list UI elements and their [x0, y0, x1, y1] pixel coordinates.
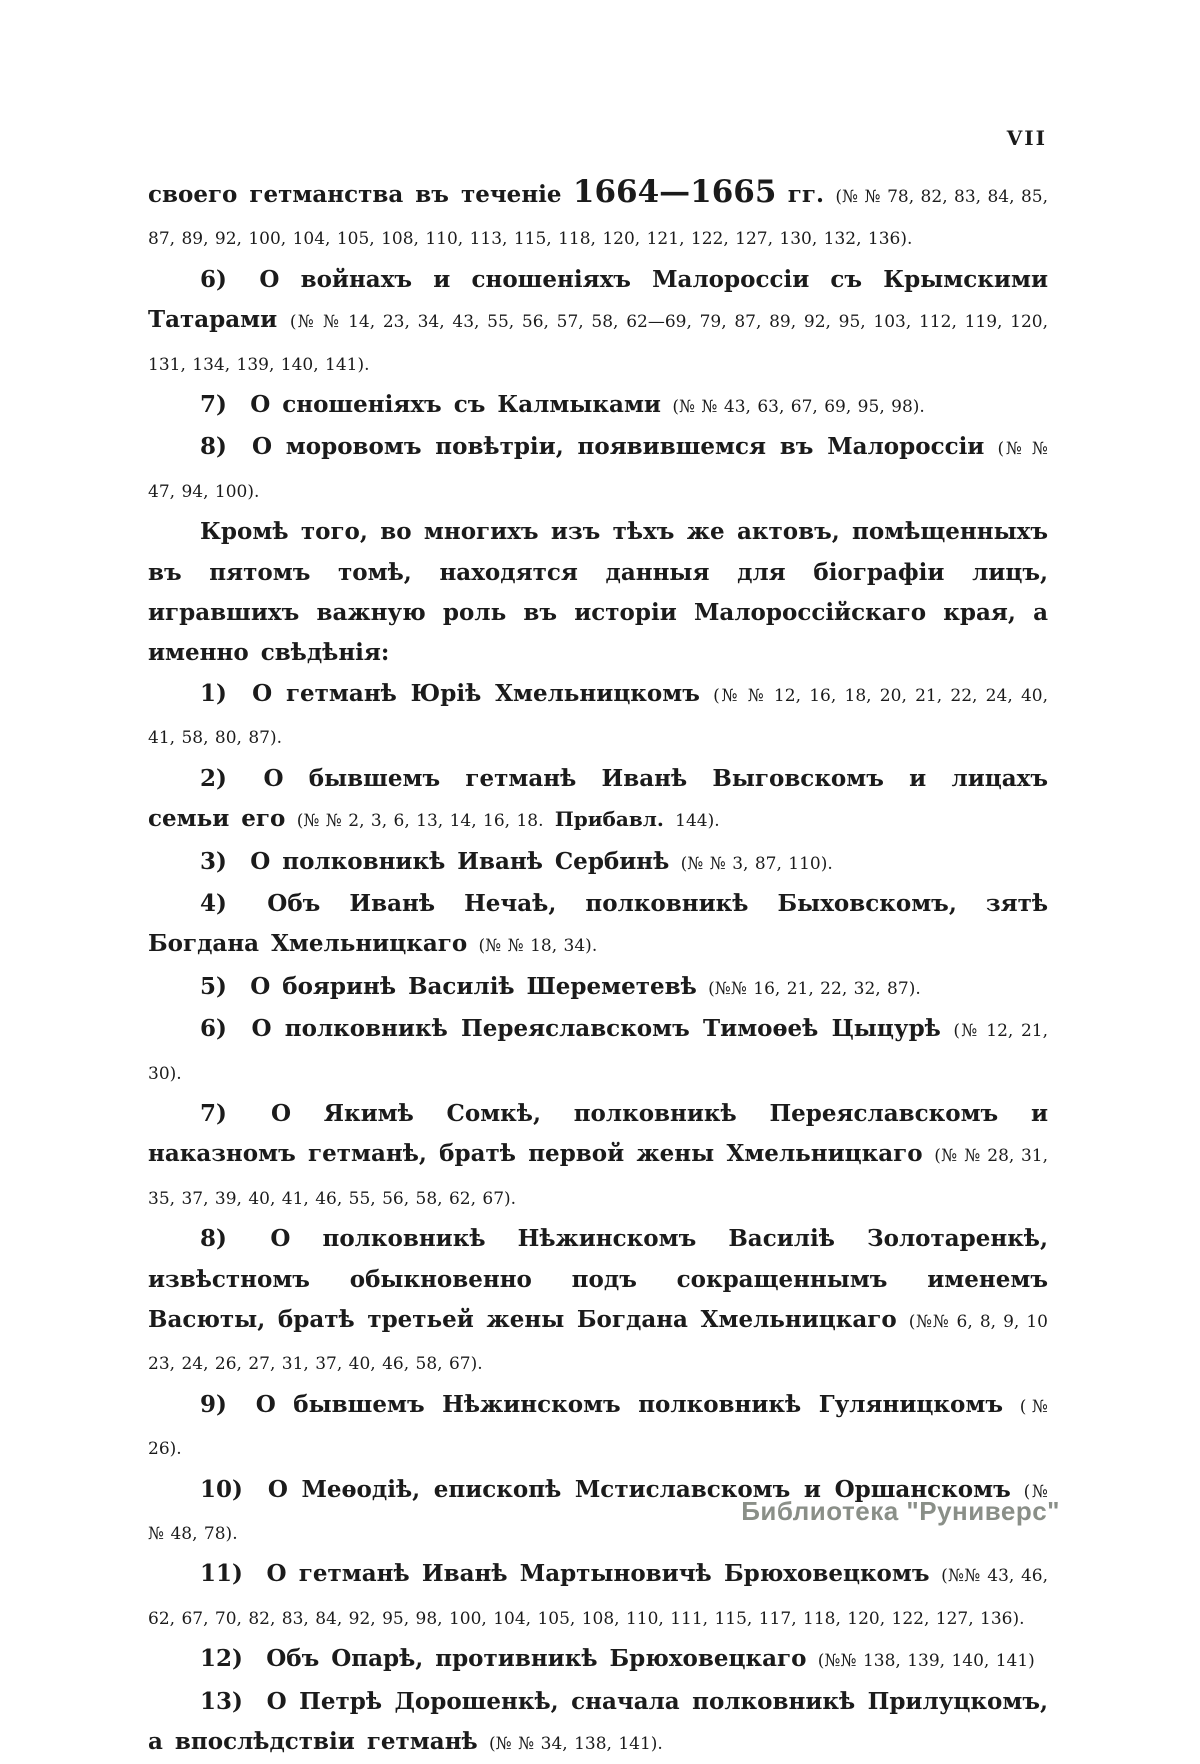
text-run: О Меѳодіѣ, епископѣ Мстиславскомъ и Оршанскомъ: [267, 1475, 1011, 1503]
reference-numbers: (№ № 43, 63, 67, 69, 95, 98).: [672, 397, 925, 418]
paragraph: [148, 842, 1048, 884]
text-run: О моровомъ повѣтріи, появившемся въ Малороссіи: [251, 433, 985, 461]
reference-numbers: (№ № 14, 23, 34, 43, 55, 56, 57, 58, 62—69, 79, 87, 89, 92, 95, 103, 112, 119, 120, 131, 134, 139, 140, 141).: [148, 312, 1049, 375]
text-run: Кромѣ того, во многихъ изъ тѣхъ же актовъ, помѣщенныхъ въ пятомъ томѣ, находятся данныя для біографіи лицъ, игравшихъ важную роль въ исторіи Малороссійскаго края, а именно свѣдѣнія:: [148, 518, 1048, 667]
text-run: О войнахъ и сношеніяхъ Малороссіи съ Крымскими Татарами: [148, 265, 1049, 334]
reference-numbers: (№ № 47, 94, 100).: [148, 439, 1049, 502]
item-number: 11): [200, 1560, 243, 1588]
paragraph: [148, 512, 1048, 674]
reference-numbers: (№№ 6, 8, 9, 10 23, 24, 26, 27, 31, 37, 40, 46, 58, 67).: [148, 1311, 1048, 1375]
item-number: 13): [200, 1687, 243, 1715]
paragraph: [148, 1009, 1048, 1094]
item-number: 9): [200, 1390, 227, 1418]
item-number: 12): [200, 1645, 243, 1673]
reference-numbers: (№ № 48, 78).: [148, 1481, 1048, 1544]
text-run: гг.: [787, 181, 824, 208]
item-number: 2): [200, 764, 227, 792]
text-run: О гетманѣ Иванѣ Мартыновичѣ Брюховецкомъ: [266, 1560, 930, 1588]
paragraph: [148, 1639, 1048, 1681]
reference-numbers: (№ № 2, 3, 6, 13, 14, 16, 18.: [296, 811, 544, 832]
reference-numbers: (№ 26).: [148, 1396, 1048, 1460]
paragraph: [148, 427, 1048, 512]
reference-numbers: (№ № 28, 31, 35, 37, 39, 40, 41, 46, 55, 56, 58, 62, 67).: [148, 1146, 1049, 1209]
text-run: О полковникѣ Иванѣ Сербинѣ: [250, 847, 670, 875]
text-run: О полковникѣ Переяславскомъ Тимоѳеѣ Цыцурѣ: [251, 1015, 941, 1043]
reference-label: Прибавл.: [554, 807, 664, 832]
reference-numbers: (№ № 34, 138, 141).: [489, 1734, 663, 1755]
year-range: 1664—1665: [572, 174, 777, 210]
page-number: VII: [1006, 126, 1047, 150]
text-run: О бояринѣ Василіѣ Шереметевѣ: [250, 972, 697, 1000]
paragraph: [148, 884, 1048, 967]
reference-numbers: (№№ 43, 46, 62, 67, 70, 82, 83, 84, 92, 95, 98, 100, 104, 105, 108, 110, 111, 115, 117, 118, 120, 122, 127, 136).: [148, 1566, 1049, 1629]
paragraph: [148, 385, 1048, 427]
reference-numbers: 144).: [675, 811, 720, 832]
item-number: 3): [200, 847, 227, 875]
paragraph: [148, 260, 1048, 385]
text-run: О бывшемъ гетманѣ Иванѣ Выговскомъ и лицахъ семьи его: [148, 764, 1049, 833]
text-run: О бывшемъ Нѣжинскомъ полковникѣ Гуляницкомъ: [255, 1390, 1003, 1418]
reference-numbers: (№ № 78, 82, 83, 84, 85, 87, 89, 92, 100, 104, 105, 108, 110, 113, 115, 118, 120, 121, 122, 127, 130, 132, 136).: [148, 187, 1048, 250]
paragraph: [148, 1385, 1048, 1470]
item-number: 1): [200, 679, 227, 707]
item-number: 8): [200, 433, 227, 461]
item-number: 4): [200, 889, 227, 917]
text-run: О Петрѣ Дорошенкѣ, сначала полковникѣ Прилуцкомъ, а впослѣдствіи гетманѣ: [148, 1687, 1048, 1756]
paragraph: [148, 1554, 1048, 1639]
text-run: Объ Иванѣ Нечаѣ, полковникѣ Быховскомъ, зятѣ Богдана Хмельницкаго: [148, 889, 1048, 958]
item-number: 10): [200, 1475, 243, 1503]
reference-numbers: (№ № 3, 87, 110).: [680, 853, 833, 874]
text-run: О Якимѣ Сомкѣ, полковникѣ Переяславскомъ и наказномъ гетманѣ, братѣ первой жены Хмельницкаго: [148, 1099, 1048, 1168]
reference-numbers: (№ № 18, 34).: [478, 936, 598, 957]
paragraph: [148, 1094, 1048, 1219]
item-number: 7): [200, 391, 227, 419]
text-run: О гетманѣ Юріѣ Хмельницкомъ: [252, 679, 700, 707]
reference-numbers: (№ № 12, 16, 18, 20, 21, 22, 24, 40, 41, 58, 80, 87).: [148, 685, 1049, 749]
paragraph: [148, 1219, 1048, 1385]
reference-numbers: (№№ 138, 139, 140, 141): [817, 1651, 1035, 1672]
text-run: О полковникѣ Нѣжинскомъ Василіѣ Золотаренкѣ, извѣстномъ обыкновенно подъ сокращеннымъ именемъ Васюты, братѣ третьей жены Богдана Хмельницкаго: [148, 1225, 1048, 1333]
item-number: 8): [200, 1225, 227, 1253]
item-number: 7): [200, 1099, 227, 1127]
paragraph: [148, 674, 1048, 759]
paragraph: [148, 759, 1048, 842]
paragraph: [148, 1682, 1048, 1764]
watermark-text: Библиотека "Руниверс": [741, 1496, 1060, 1526]
reference-numbers: (№ 12, 21, 30).: [148, 1021, 1049, 1084]
item-number: 6): [200, 1015, 227, 1043]
text-run: Объ Опарѣ, противникѣ Брюховецкаго: [266, 1645, 807, 1673]
item-number: 6): [200, 265, 227, 293]
paragraph: [148, 172, 1048, 260]
text-run: О сношеніяхъ съ Калмыками: [250, 391, 661, 419]
text-run: своего гетманства въ теченіе: [148, 181, 562, 208]
item-number: 5): [200, 972, 227, 1000]
paragraph: [148, 967, 1048, 1009]
reference-numbers: (№№ 16, 21, 22, 32, 87).: [708, 978, 921, 999]
